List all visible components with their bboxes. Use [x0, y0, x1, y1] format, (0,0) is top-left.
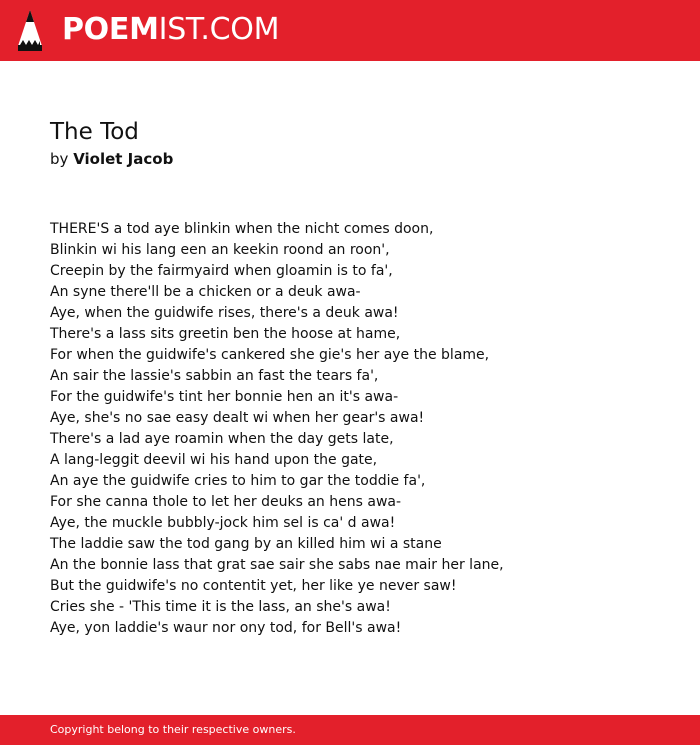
poem-line: For when the guidwife's cankered she gie's her aye the blame, — [50, 347, 490, 363]
logo-text-bold: POEM — [62, 12, 159, 47]
poem-byline — [50, 149, 173, 169]
poem-line: A lang-leggit deevil wi his hand upon the gate, — [50, 452, 378, 468]
poem-line: For she canna thole to let her deuks an hens awa- — [50, 494, 402, 510]
by-label: by — [50, 150, 69, 168]
copyright-text: Copyright belong to their respective owners. — [50, 723, 296, 736]
poem-line: There's a lass sits greetin ben the hoose at hame, — [50, 326, 401, 342]
poem-line: But the guidwife's no contentit yet, her like ye never saw! — [50, 578, 457, 594]
poem-title: The Tod — [50, 119, 139, 145]
poem-line: Blinkin wi his lang een an keekin roond an roon', — [50, 242, 390, 258]
poem-line: Creepin by the fairmyaird when gloamin is to fa', — [50, 263, 393, 279]
poem-line: An aye the guidwife cries to him to gar the toddie fa', — [50, 473, 426, 489]
poem-line: An the bonnie lass that grat sae sair she sabs nae mair her lane, — [50, 557, 504, 573]
poem-line: Aye, she's no sae easy dealt wi when her gear's awa! — [50, 410, 425, 426]
pencil-logo-icon[interactable] — [17, 9, 43, 51]
poem-line: An syne there'll be a chicken or a deuk awa- — [50, 284, 361, 300]
poem-line: Aye, the muckle bubbly-jock him sel is ca' d awa! — [50, 515, 396, 531]
poem-line: Aye, yon laddie's waur nor ony tod, for Bell's awa! — [50, 620, 402, 636]
poem-line: For the guidwife's tint her bonnie hen an it's awa- — [50, 389, 399, 405]
poem-author: Violet Jacob — [73, 150, 174, 168]
site-header — [0, 0, 700, 61]
logo-text-light: IST.COM — [158, 12, 280, 47]
site-footer — [0, 715, 700, 745]
poem-line: THERE'S a tod aye blinkin when the nicht comes doon, — [50, 221, 434, 237]
site-logo[interactable] — [62, 12, 279, 48]
poem-line: Cries she - 'This time it is the lass, an she's awa! — [50, 599, 391, 615]
poem-line: An sair the lassie's sabbin an fast the tears fa', — [50, 368, 379, 384]
poem-body — [50, 219, 670, 639]
poem-line: Aye, when the guidwife rises, there's a deuk awa! — [50, 305, 399, 321]
poem-line: The laddie saw the tod gang by an killed him wi a stane — [50, 536, 442, 552]
poem-line: There's a lad aye roamin when the day gets late, — [50, 431, 394, 447]
